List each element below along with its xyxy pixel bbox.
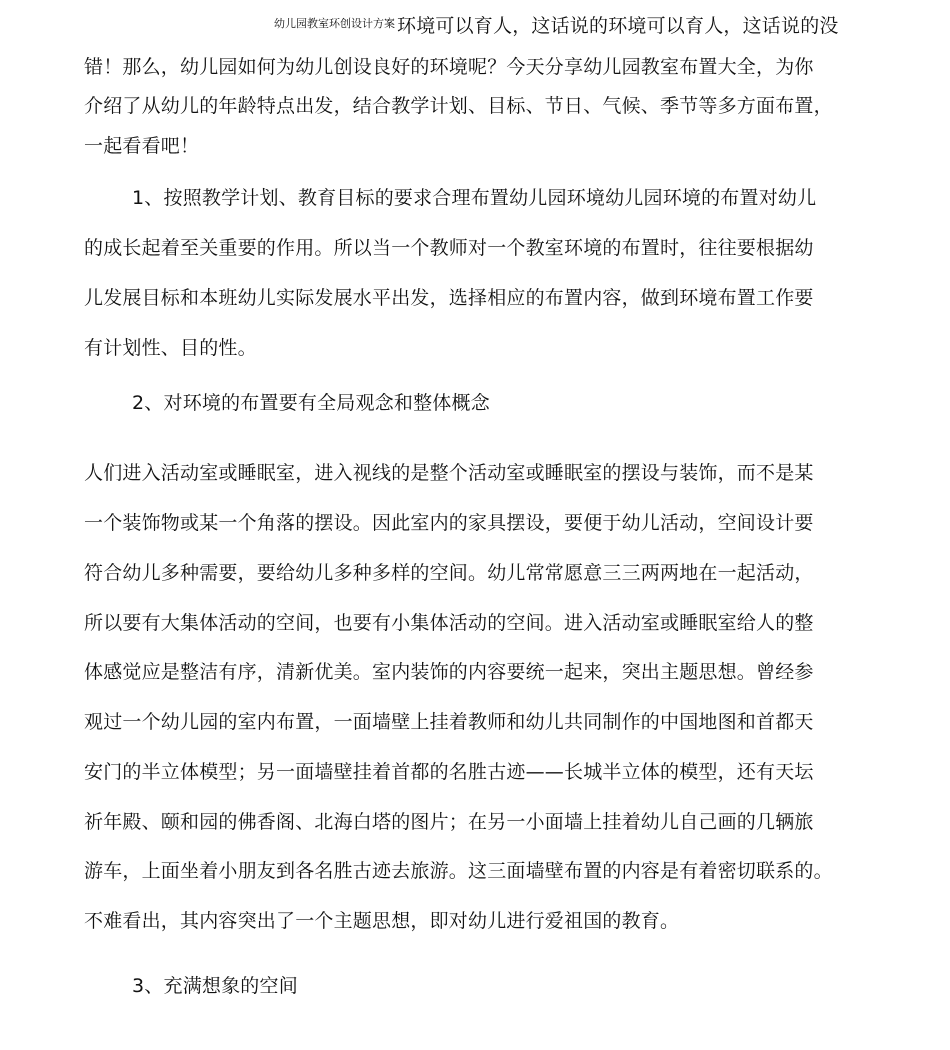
section-1-line-4: 有计划性、目的性。 bbox=[84, 337, 257, 359]
section-1-heading-line: 1、按照教学计划、教育目标的要求合理布置幼儿园环境幼儿园环境的布置对幼儿 bbox=[132, 187, 817, 209]
section-2-line-2: 一个装饰物或某一个角落的摆设。因此室内的家具摆设，要便于幼儿活动，空间设计要 bbox=[84, 512, 814, 534]
section-3-heading: 3、充满想象的空间 bbox=[132, 975, 298, 997]
section-2-line-1: 人们进入活动室或睡眠室，进入视线的是整个活动室或睡眠室的摆设与装饰，而不是某 bbox=[84, 462, 814, 484]
intro-line-2: 错！那么，幼儿园如何为幼儿创设良好的环境呢？今天分享幼儿园教室布置大全，为你 bbox=[84, 56, 814, 78]
section-2-line-3: 符合幼儿多种需要，要给幼儿多种多样的空间。幼儿常常愿意三三两两地在一起活动， bbox=[84, 562, 814, 584]
section-2-line-5: 体感觉应是整洁有序，清新优美。室内装饰的内容要统一起来，突出主题思想。曾经参 bbox=[84, 661, 814, 683]
intro-line-3: 介绍了从幼儿的年龄特点出发，结合教学计划、目标、节日、气候、季节等多方面布置， bbox=[84, 95, 833, 117]
section-2-line-10: 不难看出，其内容突出了一个主题思想，即对幼儿进行爱祖国的教育。 bbox=[84, 910, 680, 932]
intro-line-1: 环境可以育人，这话说的环境可以育人，这话说的没 bbox=[397, 15, 839, 37]
document-header-label: 幼儿园教室环创设计方案 bbox=[274, 17, 395, 30]
text-line-1 bbox=[274, 12, 839, 38]
section-2-line-7: 安门的半立体模型；另一面墙壁挂着首都的名胜古迹——长城半立体的模型，还有天坛 bbox=[84, 761, 814, 783]
section-2-heading: 2、对环境的布置要有全局观念和整体概念 bbox=[132, 392, 490, 414]
section-2-line-9: 游车，上面坐着小朋友到各名胜古迹去旅游。这三面墙壁布置的内容是有着密切联系的。 bbox=[84, 860, 833, 882]
section-2-line-6: 观过一个幼儿园的室内布置，一面墙壁上挂着教师和幼儿共同制作的中国地图和首都天 bbox=[84, 711, 814, 733]
section-2-line-4: 所以要有大集体活动的空间，也要有小集体活动的空间。进入活动室或睡眠室给人的整 bbox=[84, 612, 814, 634]
section-1-line-2: 的成长起着至关重要的作用。所以当一个教师对一个教室环境的布置时，往往要根据幼 bbox=[84, 237, 814, 259]
section-1-line-3: 儿发展目标和本班幼儿实际发展水平出发，选择相应的布置内容，做到环境布置工作要 bbox=[84, 287, 814, 309]
intro-line-4: 一起看看吧！ bbox=[84, 135, 200, 157]
section-2-line-8: 祈年殿、颐和园的佛香阁、北海白塔的图片；在另一小面墙上挂着幼儿自己画的几辆旅 bbox=[84, 811, 814, 833]
